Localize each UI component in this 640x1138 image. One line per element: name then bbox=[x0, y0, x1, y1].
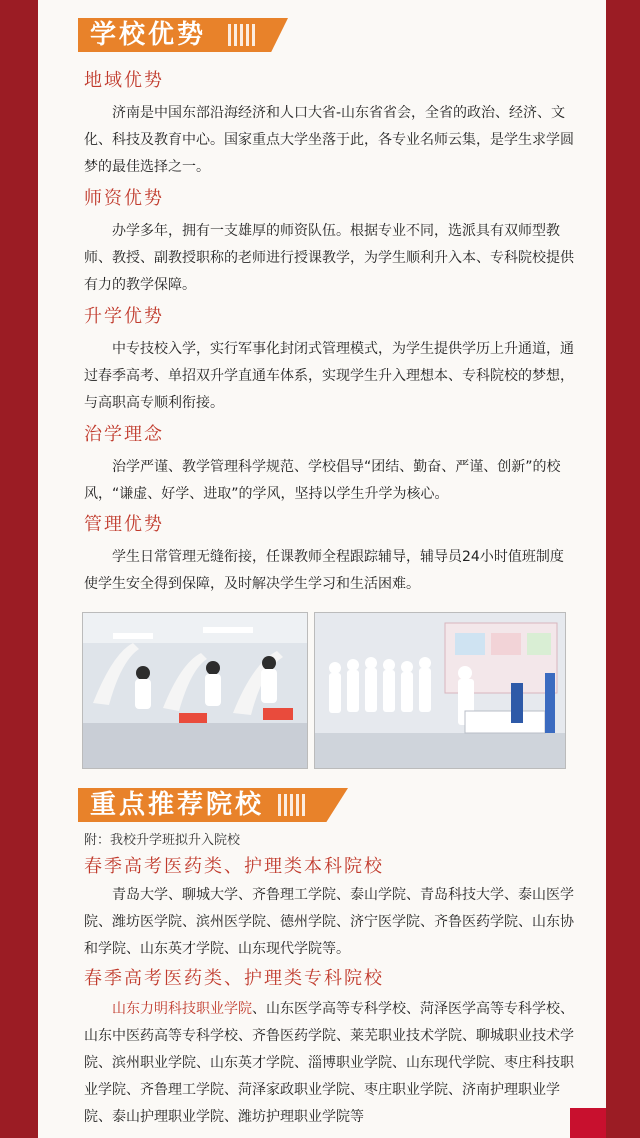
heading-philosophy: 治学理念 bbox=[84, 424, 164, 445]
paragraph-philosophy: 治学严谨、教学管理科学规范、学校倡导“团结、勤奋、严谨、创新”的校风，“谦虚、好学、进取”的学风，坚持以学生升学为核心。 bbox=[84, 459, 561, 502]
section-banner-recommended bbox=[78, 788, 348, 822]
dental-lab-illustration bbox=[83, 613, 307, 768]
heading-advancement: 升学优势 bbox=[84, 306, 164, 327]
banner-stripes bbox=[228, 24, 255, 46]
highlighted-school: 山东力明科技职业学院 bbox=[112, 1001, 252, 1017]
paper-panel bbox=[38, 0, 606, 1138]
paragraph-advancement: 中专技校入学，实行军事化封闭式管理模式，为学生提供学历上升通道，通过春季高考、单招双升学直通车体系，实现学生升入理想本、专科院校的梦想，与高职高专顺利衔接。 bbox=[84, 341, 574, 411]
heading-management: 管理优势 bbox=[84, 514, 164, 535]
paragraph-faculty: 办学多年，拥有一支雄厚的师资队伍。根据专业不同，选派具有双师型教师、教授、副教授职称的老师进行授课教学，为学生顺利升入本、专科院校提供有力的教学保障。 bbox=[84, 223, 574, 293]
photo-dental-training bbox=[82, 612, 308, 769]
heading-undergrad-schools: 春季高考医药类、护理类本科院校 bbox=[84, 856, 384, 877]
paragraph-undergrad-schools: 青岛大学、聊城大学、齐鲁理工学院、泰山学院、青岛科技大学、泰山医学院、潍坊医学院、滨州医学院、德州学院、济宁医学院、齐鲁医药学院、山东协和学院、山东英才学院、山东现代学院等。 bbox=[84, 887, 574, 957]
banner-title: 重点推荐院校 bbox=[90, 790, 265, 820]
heading-college-schools: 春季高考医药类、护理类专科院校 bbox=[84, 968, 384, 989]
photo-nursing-training bbox=[314, 612, 566, 769]
paragraph-management: 学生日常管理无缝衔接，任课教师全程跟踪辅导，辅导员24小时值班制度使学生安全得到保障，及时解决学生学习和生活困难。 bbox=[84, 549, 564, 592]
banner-title: 学校优势 bbox=[90, 20, 207, 50]
paragraph-location: 济南是中国东部沿海经济和人口大省-山东省省会，全省的政治、经济、文化、科技及教育中心。国家重点大学坐落于此，各专业名师云集，是学生求学圆梦的最佳选择之一。 bbox=[84, 105, 574, 175]
corner-decoration bbox=[570, 1108, 606, 1138]
college-list-text: 、山东医学高等专科学校、菏泽医学高等专科学校、山东中医药高等专科学校、齐鲁医药学院、莱芜职业技术学院、聊城职业技术学院、滨州职业学院、山东英才学院、淄博职业学院、山东现代学院、枣庄科技职业学院、齐鲁理工学院、菏泽家政职业学院、枣庄职业学院、济南护理职业学院、泰山护理职业学院、潍坊护理职业学院等 bbox=[84, 1001, 574, 1125]
nursing-lab-illustration bbox=[315, 613, 565, 768]
note-intended-schools: 附：我校升学班拟升入院校 bbox=[84, 833, 241, 848]
section-banner-advantages bbox=[78, 18, 288, 52]
paragraph-college-schools bbox=[84, 996, 574, 1131]
heading-faculty: 师资优势 bbox=[84, 188, 164, 209]
banner-stripes bbox=[278, 794, 305, 816]
heading-location: 地域优势 bbox=[84, 70, 164, 91]
